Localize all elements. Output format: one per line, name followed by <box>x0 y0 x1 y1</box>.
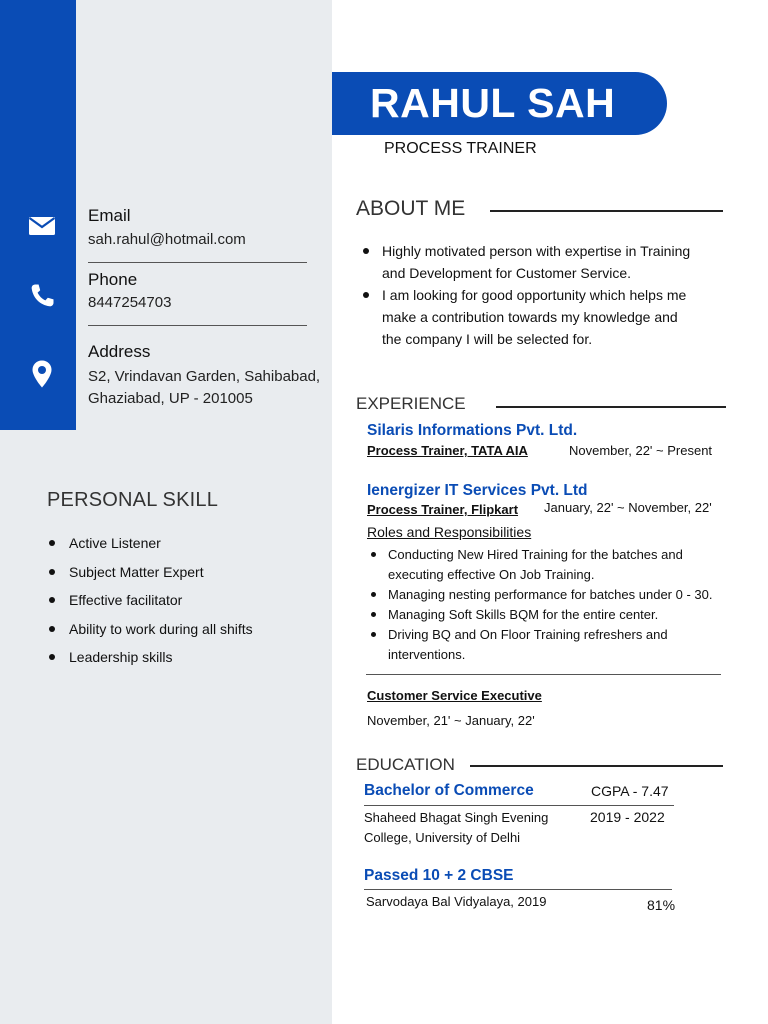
college-name: College, University of Delhi <box>364 830 521 845</box>
company-name: Ienergizer IT Services Pvt. Ltd <box>367 482 588 499</box>
skill-item: Effective facilitator <box>47 590 253 619</box>
job-title: PROCESS TRAINER <box>384 140 537 157</box>
responsibility-text: executing effective On Job Training. <box>388 567 595 582</box>
school-grade: 81% <box>647 897 676 913</box>
about-text: I am looking for good opportunity which helps me <box>382 287 687 303</box>
job-role: Customer Service Executive <box>367 688 542 703</box>
contact-divider <box>88 325 307 326</box>
roles-heading: Roles and Responsibilities <box>367 524 532 540</box>
location-pin-icon <box>26 358 58 390</box>
address-label: Address <box>88 342 151 361</box>
degree-name: Bachelor of Commerce <box>364 782 534 799</box>
about-heading: ABOUT ME <box>356 197 466 220</box>
responsibility-item <box>370 545 750 585</box>
about-item <box>362 240 732 284</box>
college-name: Shaheed Bhagat Singh Evening <box>364 810 549 825</box>
about-item <box>362 284 732 350</box>
about-text: Highly motivated person with expertise in Training <box>382 243 691 259</box>
contact-divider <box>88 262 307 263</box>
section-divider <box>496 406 726 408</box>
responsibility-text: Managing Soft Skills BQM for the entire center. <box>388 607 659 622</box>
address-line: S2, Vrindavan Garden, Sahibabad, <box>88 368 321 385</box>
education-divider <box>364 889 672 890</box>
job-role: Process Trainer, TATA AIA <box>367 443 528 458</box>
school-name: Sarvodaya Bal Vidyalaya, 2019 <box>366 894 547 909</box>
job-date: January, 22' ~ November, 22' <box>544 500 712 515</box>
about-list <box>362 240 732 350</box>
job-role: Process Trainer, Flipkart <box>367 502 519 517</box>
envelope-icon <box>26 210 58 242</box>
skill-item: Leadership skills <box>47 647 253 676</box>
skill-item: Active Listener <box>47 533 253 562</box>
responsibility-item <box>370 625 750 665</box>
email-value[interactable]: sah.rahul@hotmail.com <box>88 231 246 248</box>
responsibility-item <box>370 585 750 605</box>
skills-heading: PERSONAL SKILL <box>47 489 219 511</box>
person-name: RAHUL SAH <box>370 80 616 126</box>
education-heading: EDUCATION <box>356 755 455 774</box>
skill-item: Ability to work during all shifts <box>47 619 253 648</box>
job-date: November, 21' ~ January, 22' <box>367 713 535 728</box>
section-divider <box>490 210 723 212</box>
responsibility-text: Managing nesting performance for batches under 0 - 30. <box>388 587 713 602</box>
responsibility-text: Driving BQ and On Floor Training refreshers and <box>388 627 668 642</box>
skill-item: Subject Matter Expert <box>47 562 253 591</box>
responsibility-text: interventions. <box>388 647 466 662</box>
company-name: Silaris Informations Pvt. Ltd. <box>367 422 578 439</box>
about-text: the company I will be selected for. <box>382 331 593 347</box>
job-date: November, 22' ~ Present <box>569 443 713 458</box>
degree-grade: CGPA - 7.47 <box>591 783 669 799</box>
phone-value[interactable]: 8447254703 <box>88 294 172 311</box>
responsibility-text: Conducting New Hired Training for the batches and <box>388 547 683 562</box>
email-label: Email <box>88 206 131 225</box>
education-divider <box>364 805 674 806</box>
job-divider <box>366 674 721 675</box>
address-line: Ghaziabad, UP - 201005 <box>88 390 253 407</box>
phone-label: Phone <box>88 270 138 289</box>
school-qualification: Passed 10 + 2 CBSE <box>364 867 514 884</box>
degree-years: 2019 - 2022 <box>590 809 665 825</box>
responsibility-item <box>370 605 750 625</box>
about-text: make a contribution towards my knowledge and <box>382 309 678 325</box>
responsibilities-list <box>370 545 750 665</box>
experience-heading: EXPERIENCE <box>356 394 466 413</box>
section-divider <box>470 765 723 767</box>
about-text: and Development for Customer Service. <box>382 265 631 281</box>
skills-list <box>47 533 253 676</box>
phone-icon <box>26 280 58 312</box>
